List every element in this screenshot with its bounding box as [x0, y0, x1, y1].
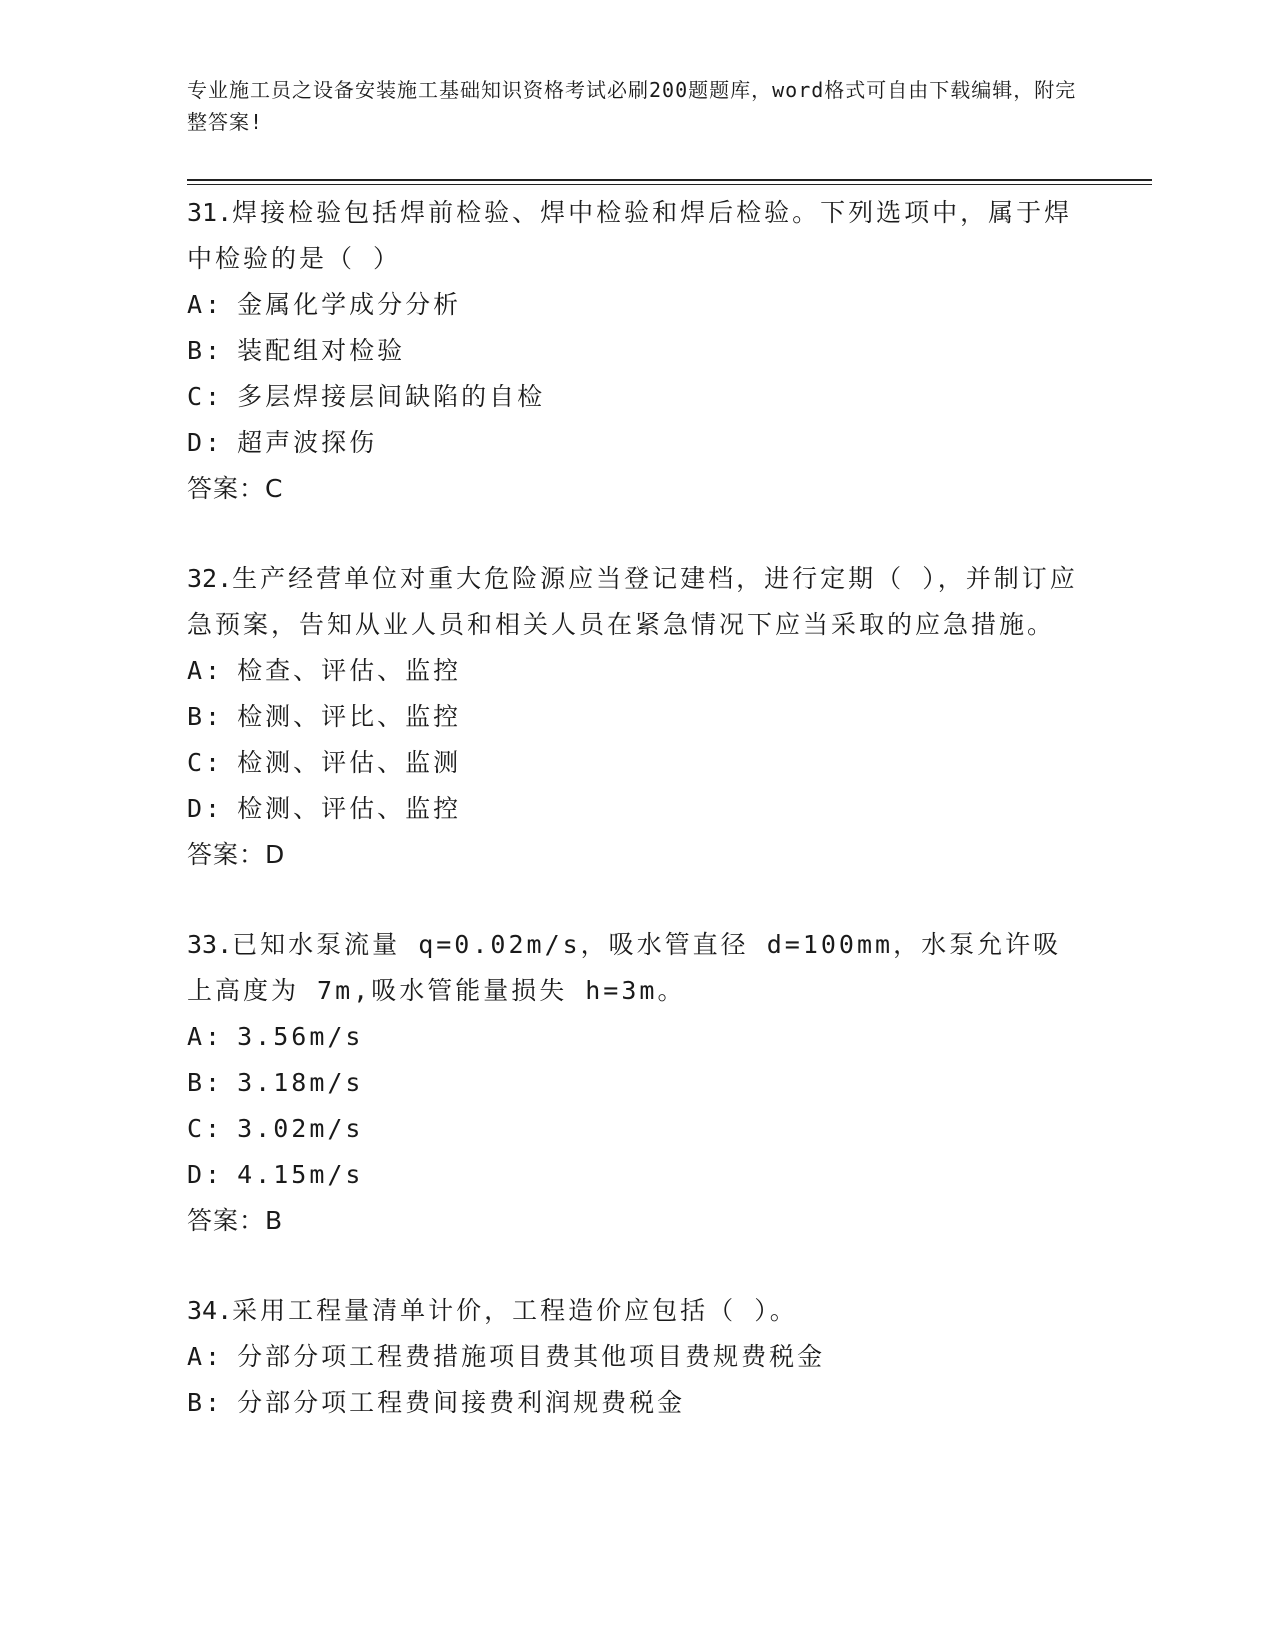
option-key: B: [187, 1068, 224, 1097]
option-key: B: [187, 702, 224, 731]
header-divider-thin [187, 184, 1152, 185]
option-text: 检测、评估、监控 [237, 794, 462, 823]
option-text: 金属化学成分分析 [237, 290, 462, 319]
option-key: D: [187, 794, 224, 823]
option-c [187, 374, 1087, 420]
option-key: A: [187, 1342, 224, 1371]
answer-line: 答案：C [187, 474, 284, 503]
question-number: 34. [187, 1296, 233, 1325]
option-key: C: [187, 382, 224, 411]
question-stem [187, 1288, 1087, 1334]
option-b [187, 1380, 1087, 1426]
option-c [187, 1106, 1087, 1152]
answer-line: 答案：D [187, 840, 286, 869]
option-a [187, 648, 1087, 694]
option-key: A: [187, 1022, 224, 1051]
option-key: C: [187, 748, 224, 777]
option-a [187, 1334, 1087, 1380]
question-stem [187, 190, 1087, 282]
option-key: A: [187, 656, 224, 685]
option-key: D: [187, 1160, 224, 1189]
option-text: 4.15m/s [237, 1160, 364, 1189]
option-text: 检测、评比、监控 [237, 702, 462, 731]
option-text: 检查、评估、监控 [237, 656, 462, 685]
option-key: A: [187, 290, 224, 319]
option-b [187, 1060, 1087, 1106]
option-c [187, 740, 1087, 786]
header-divider [187, 179, 1152, 181]
option-key: B: [187, 1388, 224, 1417]
option-text: 检测、评估、监测 [237, 748, 462, 777]
option-d [187, 1152, 1087, 1198]
question-list [187, 190, 1087, 1470]
question-34 [187, 1288, 1087, 1426]
option-text: 分部分项工程费措施项目费其他项目费规费税金 [237, 1342, 826, 1371]
question-text: 已知水泵流量 q=0.02m/s，吸水管直径 d=100mm，水泵允许吸上高度为 7m,吸水管能量损失 h=3m。 [187, 930, 1062, 1005]
option-text: 3.18m/s [237, 1068, 364, 1097]
option-text: 多层焊接层间缺陷的自检 [237, 382, 546, 411]
option-b [187, 328, 1087, 374]
question-text: 生产经营单位对重大危险源应当登记建档，进行定期（ ），并制订应急预案，告知从业人员和相关人员在紧急情况下应当采取的应急措施。 [187, 564, 1078, 639]
question-text: 焊接检验包括焊前检验、焊中检验和焊后检验。下列选项中，属于焊中检验的是（ ） [187, 198, 1073, 273]
question-number: 31. [187, 198, 233, 227]
question-31 [187, 190, 1087, 512]
option-b [187, 694, 1087, 740]
option-text: 超声波探伤 [237, 428, 378, 457]
option-text: 3.02m/s [237, 1114, 364, 1143]
question-number: 32. [187, 564, 233, 593]
question-number: 33. [187, 930, 233, 959]
option-text: 3.56m/s [237, 1022, 364, 1051]
question-stem [187, 922, 1087, 1014]
option-key: D: [187, 428, 224, 457]
question-33 [187, 922, 1087, 1244]
option-a [187, 282, 1087, 328]
option-d [187, 786, 1087, 832]
option-text: 分部分项工程费间接费利润规费税金 [237, 1388, 686, 1417]
option-key: C: [187, 1114, 224, 1143]
option-key: B: [187, 336, 224, 365]
question-stem [187, 556, 1087, 648]
option-text: 装配组对检验 [237, 336, 406, 365]
question-text: 采用工程量清单计价，工程造价应包括（ ）。 [232, 1296, 798, 1325]
question-32 [187, 556, 1087, 878]
option-d [187, 420, 1087, 466]
option-a [187, 1014, 1087, 1060]
document-intro: 专业施工员之设备安装施工基础知识资格考试必刷200题题库，word格式可自由下载编辑，附完整答案! [187, 78, 1077, 134]
answer-line: 答案：B [187, 1206, 284, 1235]
